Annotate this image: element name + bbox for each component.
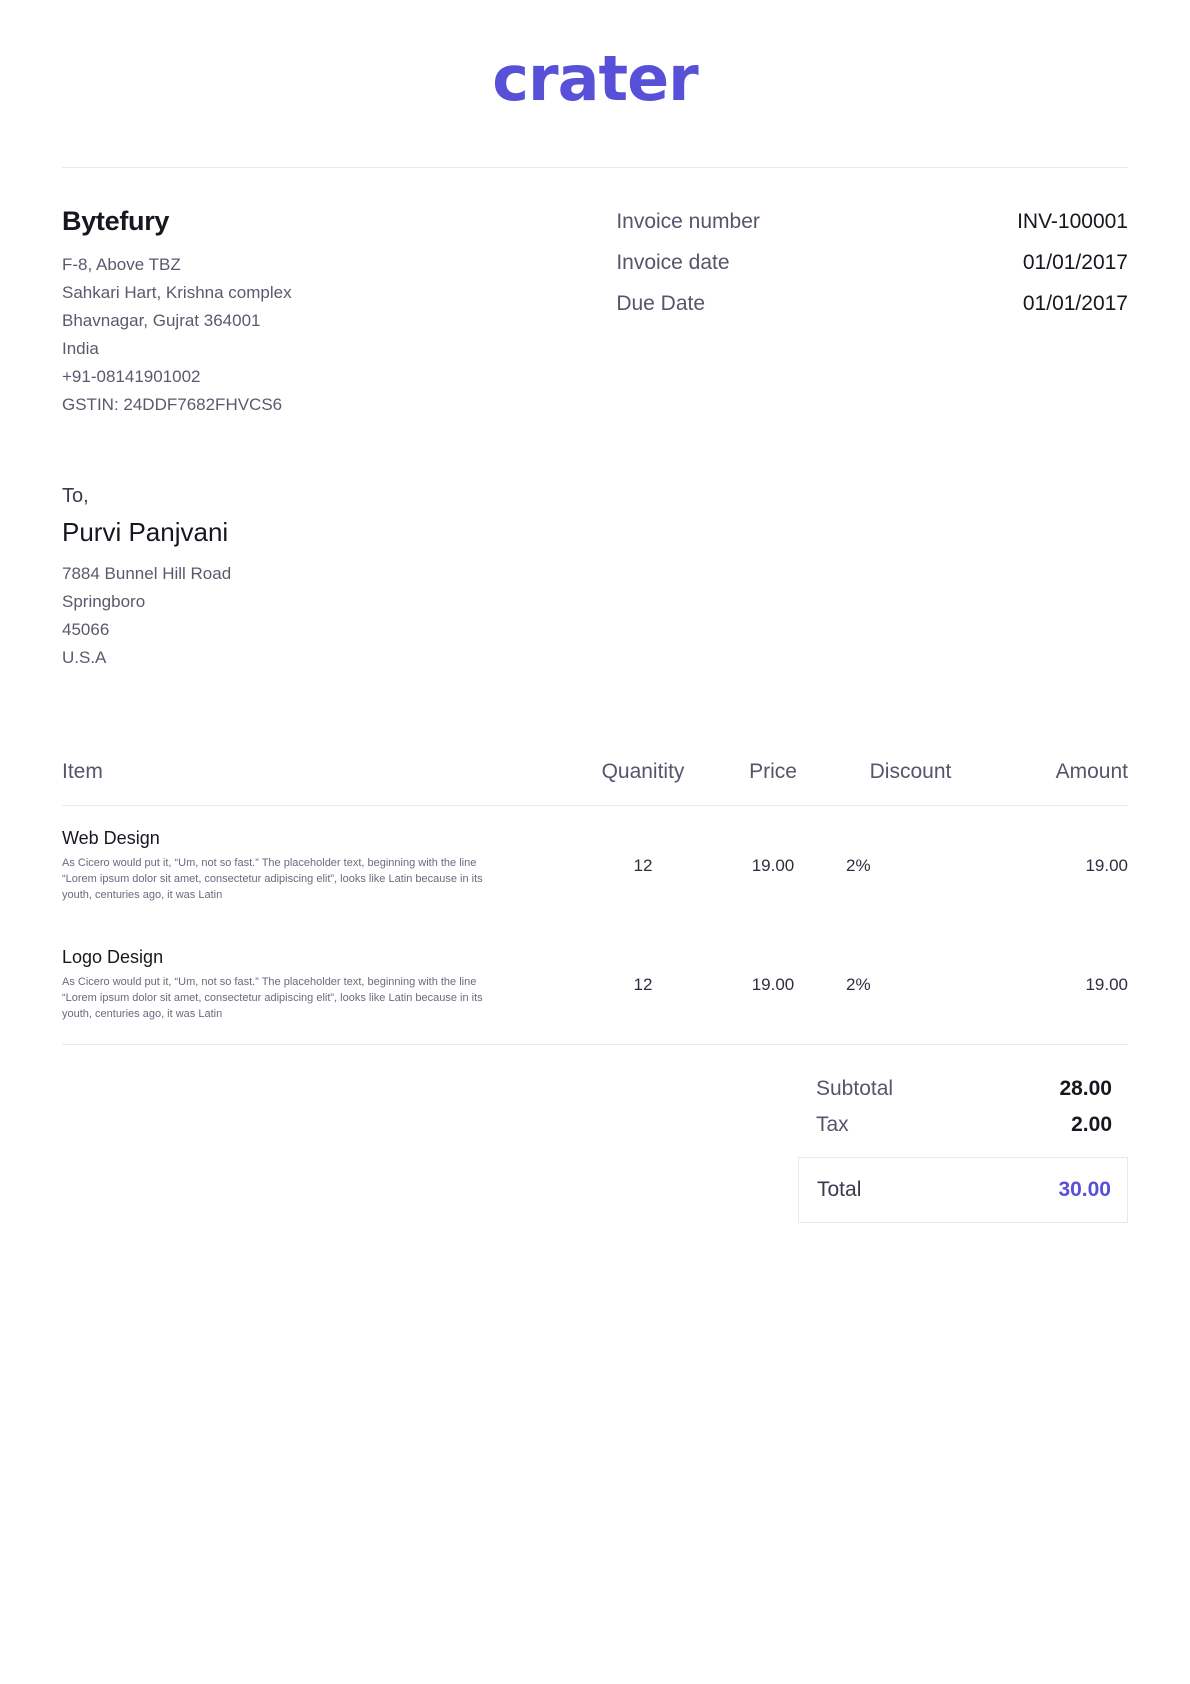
company-gstin: GSTIN: 24DDF7682FHVCS6 — [62, 395, 283, 414]
due-date-value: 01/01/2017 — [1022, 292, 1128, 315]
invoice-header — [0, 168, 1190, 419]
invoice-number-value: INV-100001 — [1017, 210, 1128, 233]
header-item: Item — [62, 760, 578, 806]
invoice-number-row — [616, 210, 1128, 234]
line-items-table — [62, 760, 1128, 1045]
table-row — [62, 925, 1128, 1045]
company-name: Bytefury — [62, 206, 170, 236]
company-address-line: Sahkari Hart, Krishna complex — [62, 283, 292, 302]
tax-label: Tax — [816, 1113, 849, 1136]
invoice-number-label: Invoice number — [616, 210, 760, 233]
item-price: 19.00 — [751, 855, 795, 875]
company-block — [62, 206, 616, 419]
table-row — [62, 806, 1128, 926]
line-items-body — [62, 806, 1128, 1045]
item-title: Logo Design — [62, 947, 164, 967]
subtotal-value: 28.00 — [1059, 1077, 1112, 1100]
item-amount: 19.00 — [983, 925, 1128, 1045]
item-cell — [62, 925, 578, 1045]
totals-block — [0, 1071, 1128, 1223]
total-row — [798, 1157, 1128, 1223]
header-price: Price — [708, 760, 838, 806]
company-phone: +91-08141901002 — [62, 367, 201, 386]
tax-row — [798, 1107, 1128, 1143]
subtotal-row — [798, 1071, 1128, 1107]
header-amount: Amount — [983, 760, 1128, 806]
item-cell — [62, 806, 578, 926]
brand-logo — [0, 0, 1190, 115]
subtotal-label: Subtotal — [816, 1077, 894, 1100]
item-price: 19.00 — [708, 925, 838, 1045]
bill-to-address-line: U.S.A — [62, 648, 107, 667]
bill-to-name: Purvi Panjvani — [62, 517, 229, 547]
invoice-date-value: 01/01/2017 — [1022, 251, 1128, 274]
header-discount: Discount — [838, 760, 983, 806]
invoice-date-row — [616, 251, 1128, 275]
due-date-label: Due Date — [616, 292, 706, 315]
item-discount: 2% — [846, 855, 871, 875]
table-header-row — [62, 760, 1128, 806]
total-label: Total — [817, 1178, 862, 1201]
item-description: As Cicero would put it, “Um, not so fast.” The placeholder text, beginning with the line “Lorem ipsum dolor sit amet, consectetur adipiscing elit”, looks like Latin because in its youth, centuries ago, it was Latin — [62, 976, 483, 1020]
invoice-meta-block — [616, 206, 1128, 419]
bill-to-address-line: 7884 Bunnel Hill Road — [62, 564, 232, 583]
bill-to-block — [0, 419, 1190, 672]
due-date-row — [616, 292, 1128, 316]
header-quantity: Quanitity — [578, 760, 708, 806]
totals-inner — [798, 1071, 1128, 1223]
item-discount: 2% — [838, 925, 983, 1045]
item-description: As Cicero would put it, “Um, not so fast.” The placeholder text, beginning with the line “Lorem ipsum dolor sit amet, consectetur adipiscing elit”, looks like Latin because in its youth, centuries ago, it was Latin — [62, 857, 483, 901]
bill-to-label: To, — [62, 485, 89, 507]
bill-to-address-line: 45066 — [62, 620, 110, 639]
line-items-header — [62, 760, 1128, 806]
company-address-line: F-8, Above TBZ — [62, 255, 181, 274]
item-quantity: 12 — [633, 855, 653, 875]
tax-value: 2.00 — [1071, 1113, 1112, 1136]
item-title: Web Design — [62, 828, 160, 848]
invoice-date-label: Invoice date — [616, 251, 730, 274]
bill-to-address-line: Springboro — [62, 592, 146, 611]
company-address-line: Bhavnagar, Gujrat 364001 — [62, 311, 261, 330]
company-address-line: India — [62, 339, 99, 358]
brand-logo-text: crater — [492, 42, 698, 115]
item-amount: 19.00 — [1085, 855, 1128, 875]
item-quantity: 12 — [578, 925, 708, 1045]
total-value: 30.00 — [1058, 1178, 1111, 1201]
